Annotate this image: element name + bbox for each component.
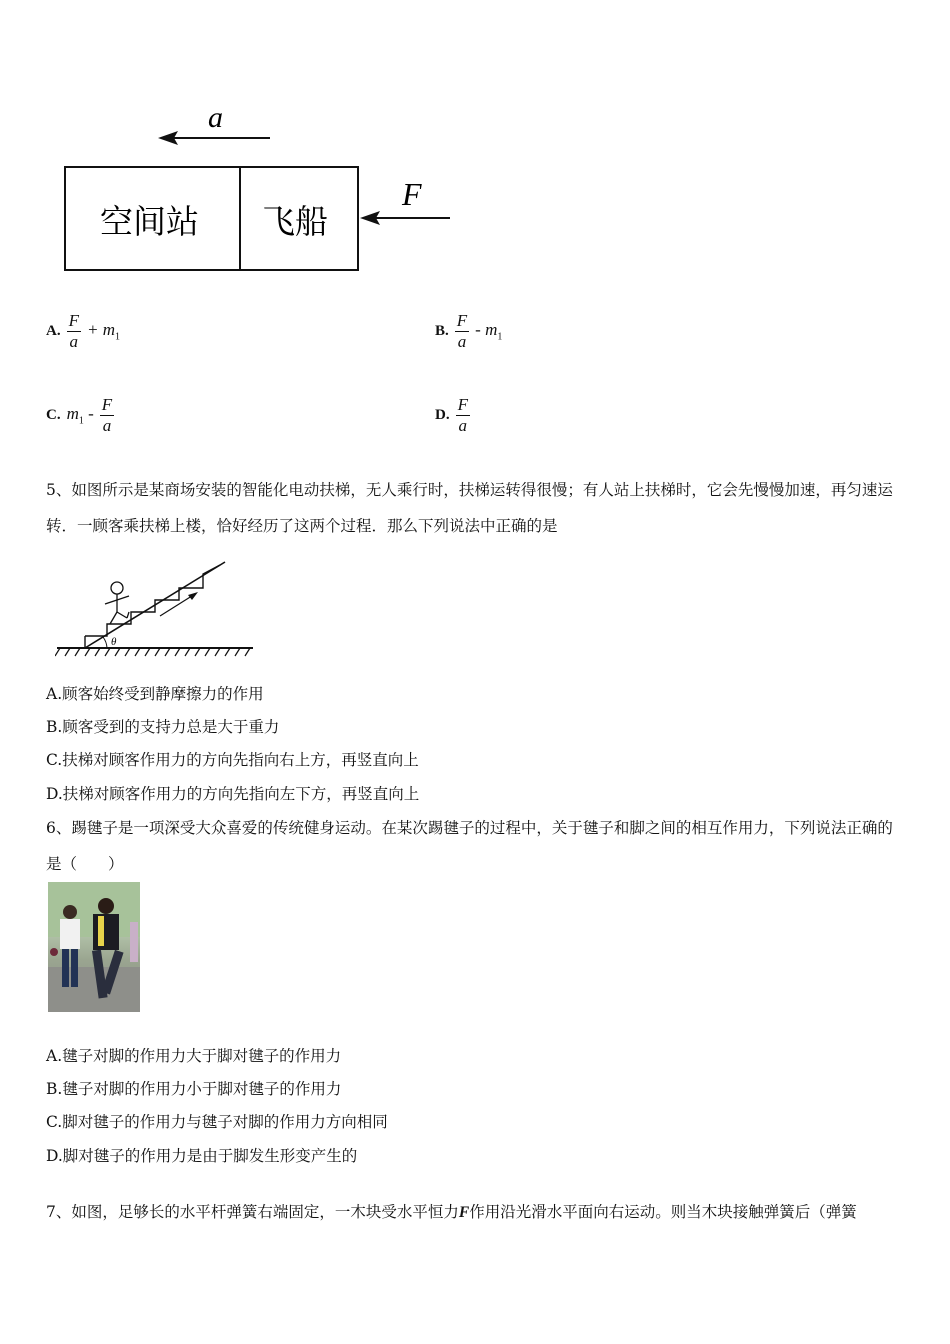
- option-letter: C.: [46, 407, 61, 423]
- fraction: $\frac{F}{a}$: [68, 311, 79, 351]
- expression-rest: - $m_1$: [475, 320, 503, 343]
- angle-arc: [103, 637, 107, 648]
- option-letter: D.: [435, 407, 450, 423]
- fraction: $\frac{F}{a}$: [101, 395, 113, 435]
- force-label: F: [402, 176, 422, 212]
- q4-option-c[interactable]: [46, 396, 114, 435]
- q7-stem-before: 7、如图，足够长的水平杆弹簧右端固定，一木块受水平恒力: [46, 1203, 459, 1221]
- q7-stem: [46, 1195, 908, 1230]
- q6-option-d[interactable]: D.脚对毽子的作用力是由于脚发生形变产生的: [46, 1147, 358, 1165]
- expression-pre: $m_1$ -: [66, 404, 94, 427]
- q6-option-c[interactable]: C.脚对毽子的作用力与毽子对脚的作用力方向相同: [46, 1113, 388, 1131]
- q5-option-b[interactable]: B.顾客受到的支持力总是大于重力: [46, 718, 280, 736]
- figure-escalator: [55, 560, 265, 665]
- stick-figure: [105, 582, 129, 624]
- option-letter: B.: [435, 323, 449, 339]
- fraction: $\frac{F}{a}$: [457, 395, 468, 435]
- q4-option-a[interactable]: [46, 312, 120, 351]
- q5-option-c[interactable]: C.扶梯对顾客作用力的方向先指向右上方，再竖直向上: [46, 751, 419, 769]
- angle-label: θ: [111, 636, 117, 648]
- station-label: 空间站: [100, 202, 199, 241]
- escalator-steps: [85, 565, 220, 636]
- motion-arrow: [160, 594, 195, 616]
- q5-option-a[interactable]: A.顾客始终受到静摩擦力的作用: [46, 685, 264, 703]
- option-letter: A.: [46, 323, 61, 339]
- spacecraft-label: 飞船: [262, 202, 328, 241]
- q4-option-d[interactable]: [435, 396, 470, 435]
- q5-option-d[interactable]: D.扶梯对顾客作用力的方向先指向左下方，再竖直向上: [46, 785, 420, 803]
- accel-label: a: [208, 101, 223, 134]
- q6-stem: 6、踢毽子是一项深受大众喜爱的传统健身运动。在某次踢毽子的过程中，关于毽子和脚之间的相互作用力，下列说法正确的是（ ）: [46, 819, 893, 873]
- figure-station-spacecraft: [40, 95, 470, 285]
- q6-option-a[interactable]: A.毽子对脚的作用力大于脚对毽子的作用力: [46, 1047, 342, 1065]
- q5-stem: 5、如图所示是某商场安装的智能化电动扶梯，无人乘行时，扶梯运转得很慢；有人站上扶梯时，它会先慢慢加速，再匀速运转．一顾客乘扶梯上楼，恰好经历了这两个过程．那么下列说法中正确的是: [46, 481, 893, 535]
- q4-option-b[interactable]: [435, 312, 502, 351]
- shuttlecock-photo: [48, 882, 140, 1012]
- q7-stem-after: 作用沿光滑水平面向右运动。则当木块接触弹簧后（弹簧: [469, 1203, 857, 1221]
- q6-option-b[interactable]: B.毽子对脚的作用力小于脚对毽子的作用力: [46, 1080, 342, 1098]
- q7-force-var: F: [458, 1204, 470, 1221]
- fraction: $\frac{F}{a}$: [456, 311, 468, 351]
- expression-rest: + $m_1$: [86, 320, 120, 343]
